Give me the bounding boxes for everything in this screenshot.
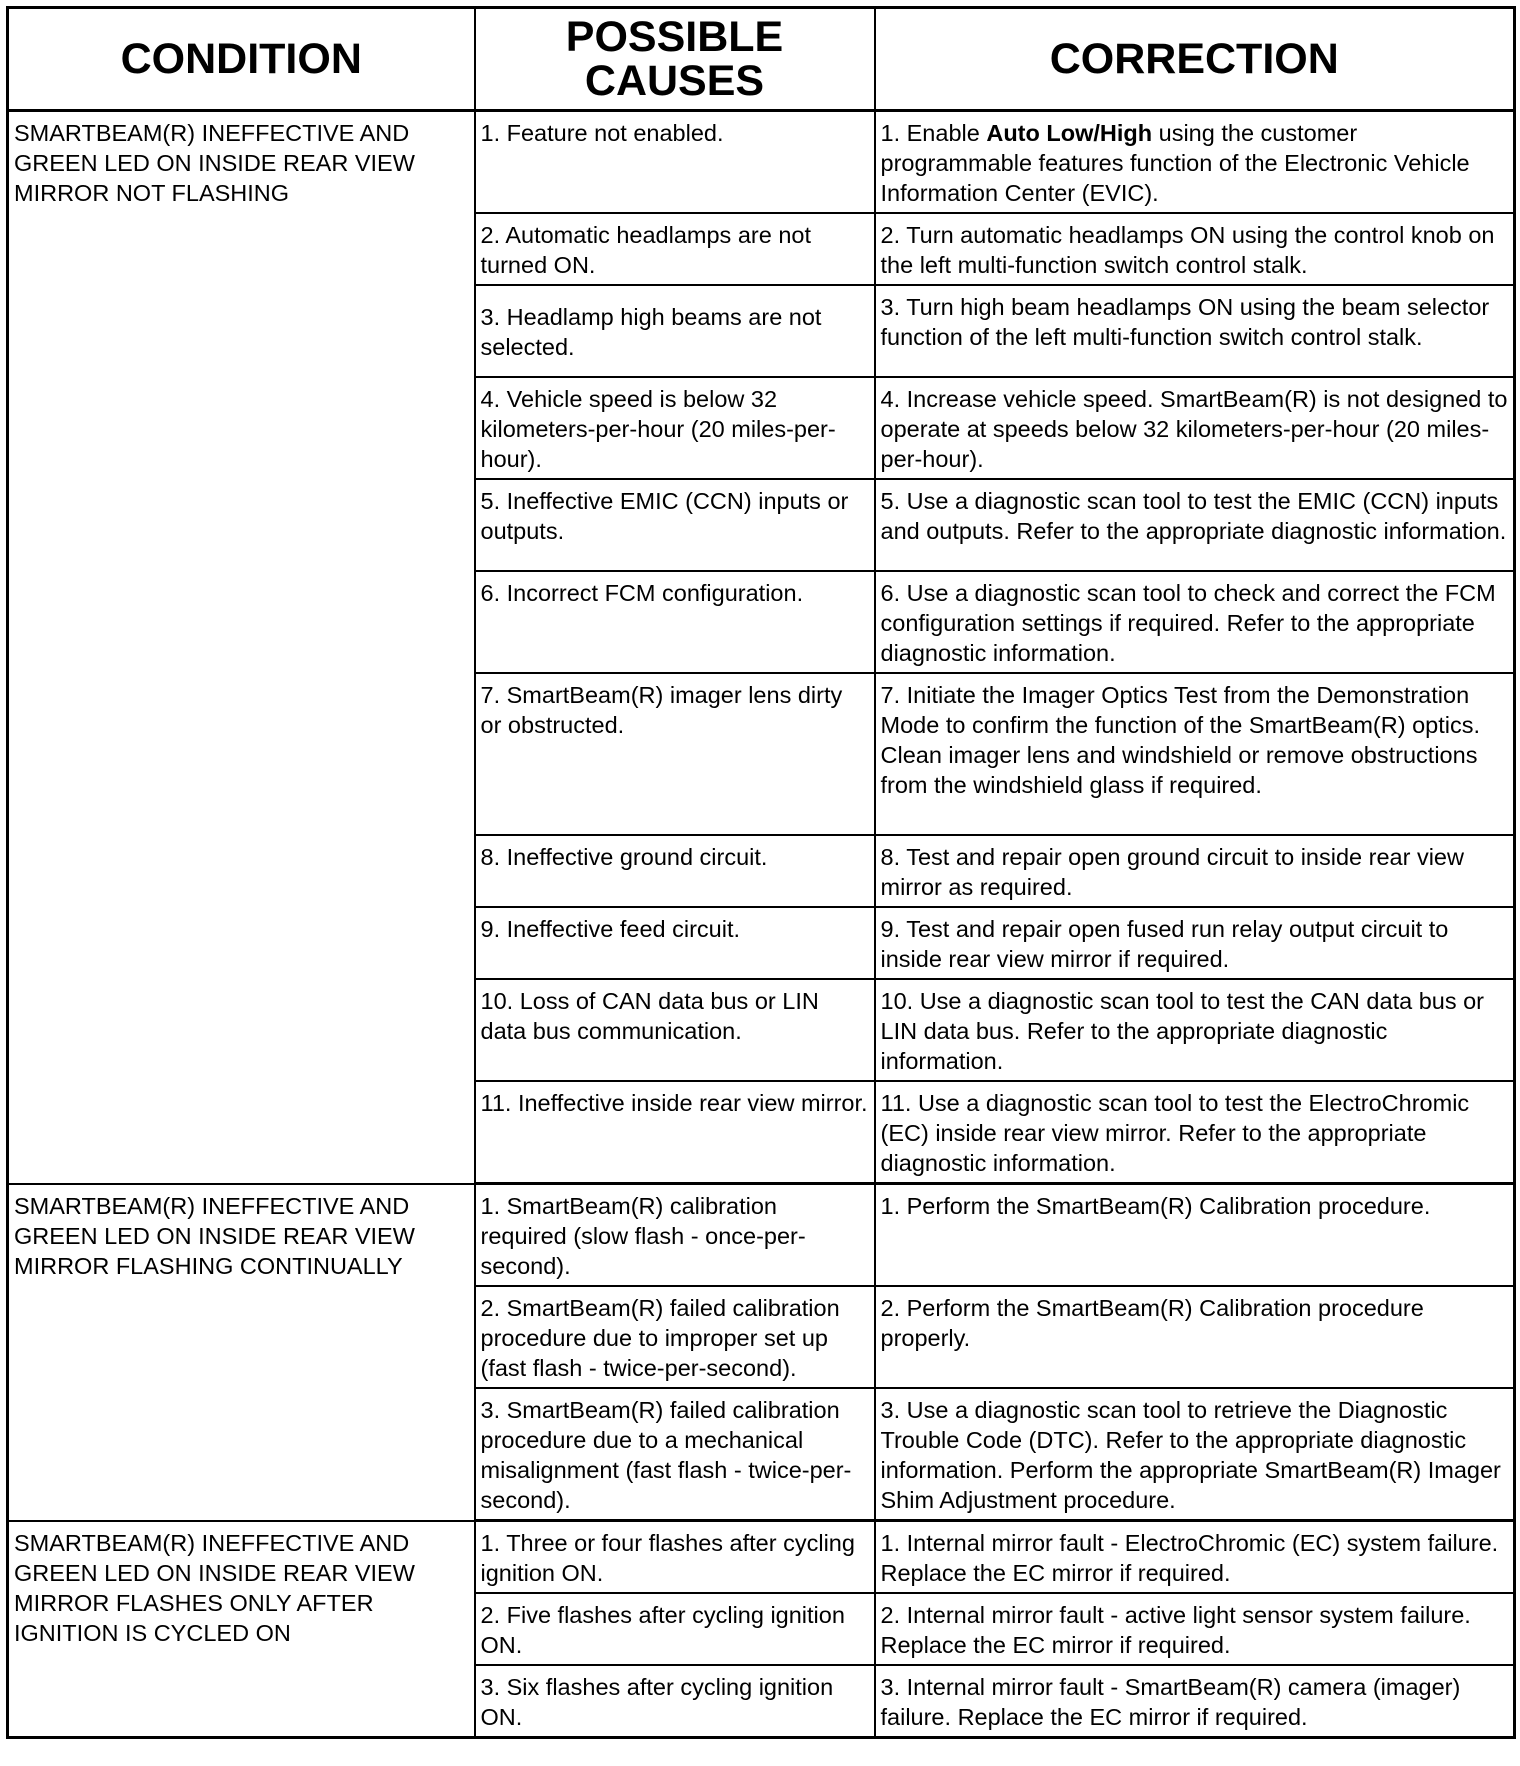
cause-cell: 8. Ineffective ground circuit. <box>475 835 875 907</box>
cause-cell: 9. Ineffective feed circuit. <box>475 907 875 979</box>
header-possible-causes: POSSIBLE CAUSES <box>475 8 875 111</box>
correction-emphasis: Auto Low/High <box>986 120 1153 146</box>
correction-cell: 1. Internal mirror fault - ElectroChromic (EC) system failure. Replace the EC mirror if required. <box>875 1521 1515 1594</box>
correction-cell: 3. Turn high beam headlamps ON using the beam selector function of the left multi-function switch control stalk. <box>875 285 1515 377</box>
correction-cell: 3. Use a diagnostic scan tool to retrieve the Diagnostic Trouble Code (DTC). Refer to the appropriate diagnostic information. Perform the appropriate SmartBeam(R) Imager Shim Adjustment procedure. <box>875 1388 1515 1521</box>
diagnosis-table <box>6 6 1516 1739</box>
correction-cell: 6. Use a diagnostic scan tool to check and correct the FCM configuration settings if required. Refer to the appropriate diagnostic information. <box>875 571 1515 673</box>
condition-cell: SMARTBEAM(R) INEFFECTIVE AND GREEN LED ON INSIDE REAR VIEW MIRROR FLASHES ONLY AFTER IGNITION IS CYCLED ON <box>8 1521 475 1738</box>
cause-cell: 1. Feature not enabled. <box>475 111 875 214</box>
cause-cell: 1. Three or four flashes after cycling ignition ON. <box>475 1521 875 1594</box>
correction-cell: 10. Use a diagnostic scan tool to test the CAN data bus or LIN data bus. Refer to the appropriate diagnostic information. <box>875 979 1515 1081</box>
correction-cell: 2. Turn automatic headlamps ON using the control knob on the left multi-function switch control stalk. <box>875 213 1515 285</box>
correction-cell: 1. Perform the SmartBeam(R) Calibration procedure. <box>875 1184 1515 1287</box>
header-condition: CONDITION <box>8 8 475 111</box>
condition-cell: SMARTBEAM(R) INEFFECTIVE AND GREEN LED ON INSIDE REAR VIEW MIRROR NOT FLASHING <box>8 111 475 1184</box>
correction-cell: 9. Test and repair open fused run relay output circuit to inside rear view mirror if required. <box>875 907 1515 979</box>
cause-cell: 3. SmartBeam(R) failed calibration procedure due to a mechanical misalignment (fast flash - twice-per-second). <box>475 1388 875 1521</box>
correction-text: using the customer programmable features function of the Electronic Vehicle Information Center (EVIC). <box>880 120 1470 206</box>
correction-cell: 3. Internal mirror fault - SmartBeam(R) camera (imager) failure. Replace the EC mirror if required. <box>875 1665 1515 1738</box>
table-row <box>8 1521 1515 1594</box>
cause-cell: 7. SmartBeam(R) imager lens dirty or obstructed. <box>475 673 875 835</box>
cause-cell: 2. SmartBeam(R) failed calibration procedure due to improper set up (fast flash - twice-per-second). <box>475 1286 875 1388</box>
cause-cell: 3. Headlamp high beams are not selected. <box>475 285 875 377</box>
condition-cell: SMARTBEAM(R) INEFFECTIVE AND GREEN LED ON INSIDE REAR VIEW MIRROR FLASHING CONTINUALLY <box>8 1184 475 1521</box>
correction-cell: 7. Initiate the Imager Optics Test from the Demonstration Mode to confirm the function of the SmartBeam(R) optics. Clean imager lens and windshield or remove obstructions from the windshield glass if required. <box>875 673 1515 835</box>
correction-cell: 2. Perform the SmartBeam(R) Calibration procedure properly. <box>875 1286 1515 1388</box>
correction-cell: 11. Use a diagnostic scan tool to test the ElectroChromic (EC) inside rear view mirror. Refer to the appropriate diagnostic information. <box>875 1081 1515 1184</box>
cause-cell: 5. Ineffective EMIC (CCN) inputs or outputs. <box>475 479 875 571</box>
table-row <box>8 111 1515 214</box>
cause-cell: 6. Incorrect FCM configuration. <box>475 571 875 673</box>
header-correction: CORRECTION <box>875 8 1515 111</box>
correction-cell <box>875 111 1515 214</box>
correction-cell: 4. Increase vehicle speed. SmartBeam(R) is not designed to operate at speeds below 32 kilometers-per-hour (20 miles-per-hour). <box>875 377 1515 479</box>
header-row <box>8 8 1515 111</box>
cause-cell: 2. Five flashes after cycling ignition ON. <box>475 1593 875 1665</box>
correction-cell: 8. Test and repair open ground circuit to inside rear view mirror as required. <box>875 835 1515 907</box>
cause-cell: 10. Loss of CAN data bus or LIN data bus communication. <box>475 979 875 1081</box>
cause-cell: 2. Automatic headlamps are not turned ON. <box>475 213 875 285</box>
cause-cell: 4. Vehicle speed is below 32 kilometers-per-hour (20 miles-per-hour). <box>475 377 875 479</box>
cause-cell: 3. Six flashes after cycling ignition ON. <box>475 1665 875 1738</box>
correction-text: 1. Enable <box>880 120 987 146</box>
table-row <box>8 1184 1515 1287</box>
cause-cell: 11. Ineffective inside rear view mirror. <box>475 1081 875 1184</box>
cause-cell: 1. SmartBeam(R) calibration required (slow flash - once-per-second). <box>475 1184 875 1287</box>
correction-cell: 5. Use a diagnostic scan tool to test the EMIC (CCN) inputs and outputs. Refer to the appropriate diagnostic information. <box>875 479 1515 571</box>
correction-cell: 2. Internal mirror fault - active light sensor system failure. Replace the EC mirror if required. <box>875 1593 1515 1665</box>
